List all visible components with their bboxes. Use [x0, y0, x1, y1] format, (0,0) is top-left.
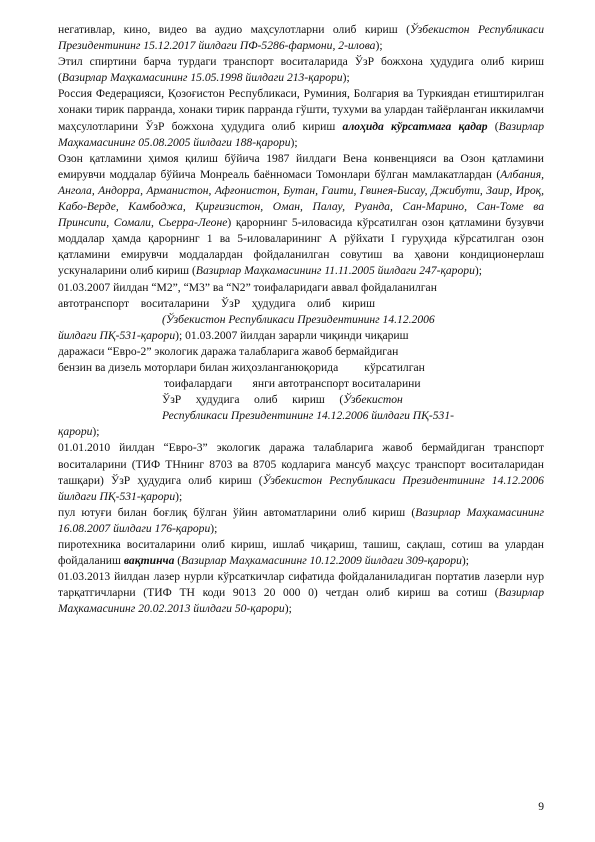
text-segment: Россия Федерацияси, Қозоғистон Республикаси, Руминия, Болгария ва Туркиядан етиштирилган хонаки тирик парранда, хонаки тирик парранда гўшти, тухуми ва улардан тайёрланган иккиламчи маҳсулотларини ЎзР божхона ҳудудига олиб кириш: [58, 87, 544, 133]
text-segment: Озон қатламини ҳимоя қилиш бўйича 1987 йилдаги Вена конвенцияси ва Озон қатламини емирувчи моддалар бўйича Монреаль баённомаси Томонлари бўлган мамлакатлардан (: [58, 151, 544, 181]
text-segment: ) қарорнинг 5-иловасида кўрсатилган озон қатламини бузувчи моддалар ҳамда қарорнинг 1 ва 5-иловаларининг А рўйхати I гуруҳида кўрсатилган озон қатламини емирувчи моддалардан фойдаланилган совутиш ва ҳавони кондиционерлаш ускуналарини олиб кириш (: [58, 216, 544, 278]
paragraph: [58, 569, 544, 617]
text-segment: 01.01.2010 йилдан “Евро-3” экологик даража талабларига жавоб бермайдиган транспорт воситаларини (ТИФ ТНнинг 8703 ва 8705 кодларига мансуб маҳсус транспорт воситаларидан ташқари) ЎзР ҳудудига олиб кириш (: [58, 441, 544, 487]
text-segment: вақтинча: [123, 554, 175, 568]
text-segment: );: [284, 602, 292, 616]
euro2-line-10-italic: қарори: [58, 425, 93, 439]
euro2-line-8-normal: ЎзР ҳудудига олиб кириш (: [162, 393, 344, 407]
euro2-line-9: [58, 408, 544, 424]
paragraph: [58, 505, 544, 537]
paragraph: [58, 440, 544, 504]
euro2-line-3-italic: (Ўзбекистон Республикаси Президентининг 14.12.2006: [162, 312, 435, 326]
text-segment: Вазирлар Маҳкамасининг 16.08.2007 йилдаги 176-қарори: [58, 505, 544, 535]
text-segment: );: [290, 135, 298, 149]
paragraph: [58, 86, 544, 150]
euro2-line-4-italic: йилдаги ПҚ-531-қарори: [58, 328, 176, 342]
page-number: 9: [538, 800, 544, 813]
euro2-block: [58, 280, 544, 441]
text-segment: );: [461, 554, 469, 568]
text-segment: Албания, Ангола, Андорра, Арманистон, Афғонистон, Бутан, Гаити, Гвинея-Бисау, Джибути, Заир, Ироқ, Кабо-Верде, Камбоджа, Қирғизистон, Оман, Палау, Руанда, Сан-Марино, Сан-Томе ва Принсипи, Сомали, Сьерра-Леоне: [58, 167, 544, 230]
text-segment: (: [487, 119, 499, 133]
text-segment: );: [175, 489, 183, 503]
text-segment: );: [342, 71, 350, 85]
paragraph: [58, 54, 544, 86]
euro2-line-5: даражаси “Евро-2” экологик даража талабларига жавоб бермайдиган: [58, 344, 399, 358]
text-segment: негативлар, кино, видео ва аудио маҳсулотларни олиб кириш (: [58, 23, 410, 36]
text-segment: );: [375, 39, 383, 53]
paragraph: [58, 22, 544, 54]
text-segment: );: [474, 264, 482, 278]
text-segment: Ўзбекистон Республикаси Президентининг 14.12.2006 йилдаги ПҚ-531-қарори: [58, 473, 544, 503]
euro2-line-10-normal: );: [92, 425, 100, 439]
text-segment: 01.03.2013 йилдан лазер нурли кўрсаткичлар сифатида фойдаланиладиган портатив лазерли нур тарқатгичларни (ТИФ ТН коди 9013 20 000 0) четдан олиб кириш ва сотиш (: [58, 570, 544, 600]
euro2-line-8: [58, 392, 544, 408]
text-segment: алоҳида кўрсатмага қадар: [342, 119, 488, 133]
euro2-line-8-italic: Ўзбекистон: [343, 393, 403, 407]
text-segment: Ўзбекистон Республикаси Президентининг 15.12.2017 йилдаги ПФ-5286-фармони, 2-илова: [58, 23, 544, 53]
euro2-line-2: автотранспорт воситаларини ЎзР ҳудудига олиб кириш: [58, 296, 376, 310]
euro2-line-9-italic: Республикаси Президентининг 14.12.2006 йилдаги ПҚ-531-: [162, 409, 454, 423]
euro2-line-1: 01.03.2007 йилдан “М2”, “М3” ва “N2” тоифаларидаги аввал фойдаланилган: [58, 280, 437, 294]
euro2-line-10: [58, 424, 544, 440]
text-segment: Вазирлар Маҳкамасининг 10.12.2009 йилдаги 309-қарори: [181, 554, 462, 568]
paragraph: [58, 537, 544, 569]
euro2-line-3: [58, 312, 544, 328]
text-segment: Этил спиртини барча турдаги транспорт воситаларида ЎзР божхона ҳудудига олиб кириш (: [58, 55, 544, 85]
euro2-line-7: тоифалардаги янги автотранспорт воситаларини: [164, 377, 421, 391]
text-segment: Вазирлар Маҳкамасининг 20.02.2013 йилдаги 50-қарори: [58, 586, 544, 616]
document-page: [58, 22, 544, 617]
text-segment: пул ютуғи билан боғлиқ бўлган ўйин автоматларини олиб кириш (: [58, 505, 416, 519]
euro2-line-4-normal: ); 01.03.2007 йилдан зарарли чиқинди чиқариш: [175, 328, 409, 342]
text-segment: );: [210, 521, 218, 535]
text-segment: Вазирлар Маҳкамасининг 11.11.2005 йилдаги 247-қарори: [195, 264, 475, 278]
text-segment: пиротехника воситаларини олиб кириш, ишлаб чиқариш, ташиш, сақлаш, сотиш ва улардан фойдаланиш: [58, 538, 544, 568]
paragraph-group-after: [58, 440, 544, 617]
paragraph: [58, 151, 544, 280]
euro2-line-4: [58, 328, 544, 344]
text-segment: Вазирлар Маҳкамасининг 05.08.2005 йилдаги 188-қарори: [58, 119, 544, 149]
paragraph-group-before: [58, 22, 544, 280]
euro2-line-6: бензин ва дизель моторлари билан жиҳозланганюқорида кўрсатилган: [58, 360, 425, 374]
text-segment: (: [174, 554, 182, 568]
text-segment: Вазирлар Маҳкамасининг 15.05.1998 йилдаги 213-қарори: [61, 71, 343, 85]
